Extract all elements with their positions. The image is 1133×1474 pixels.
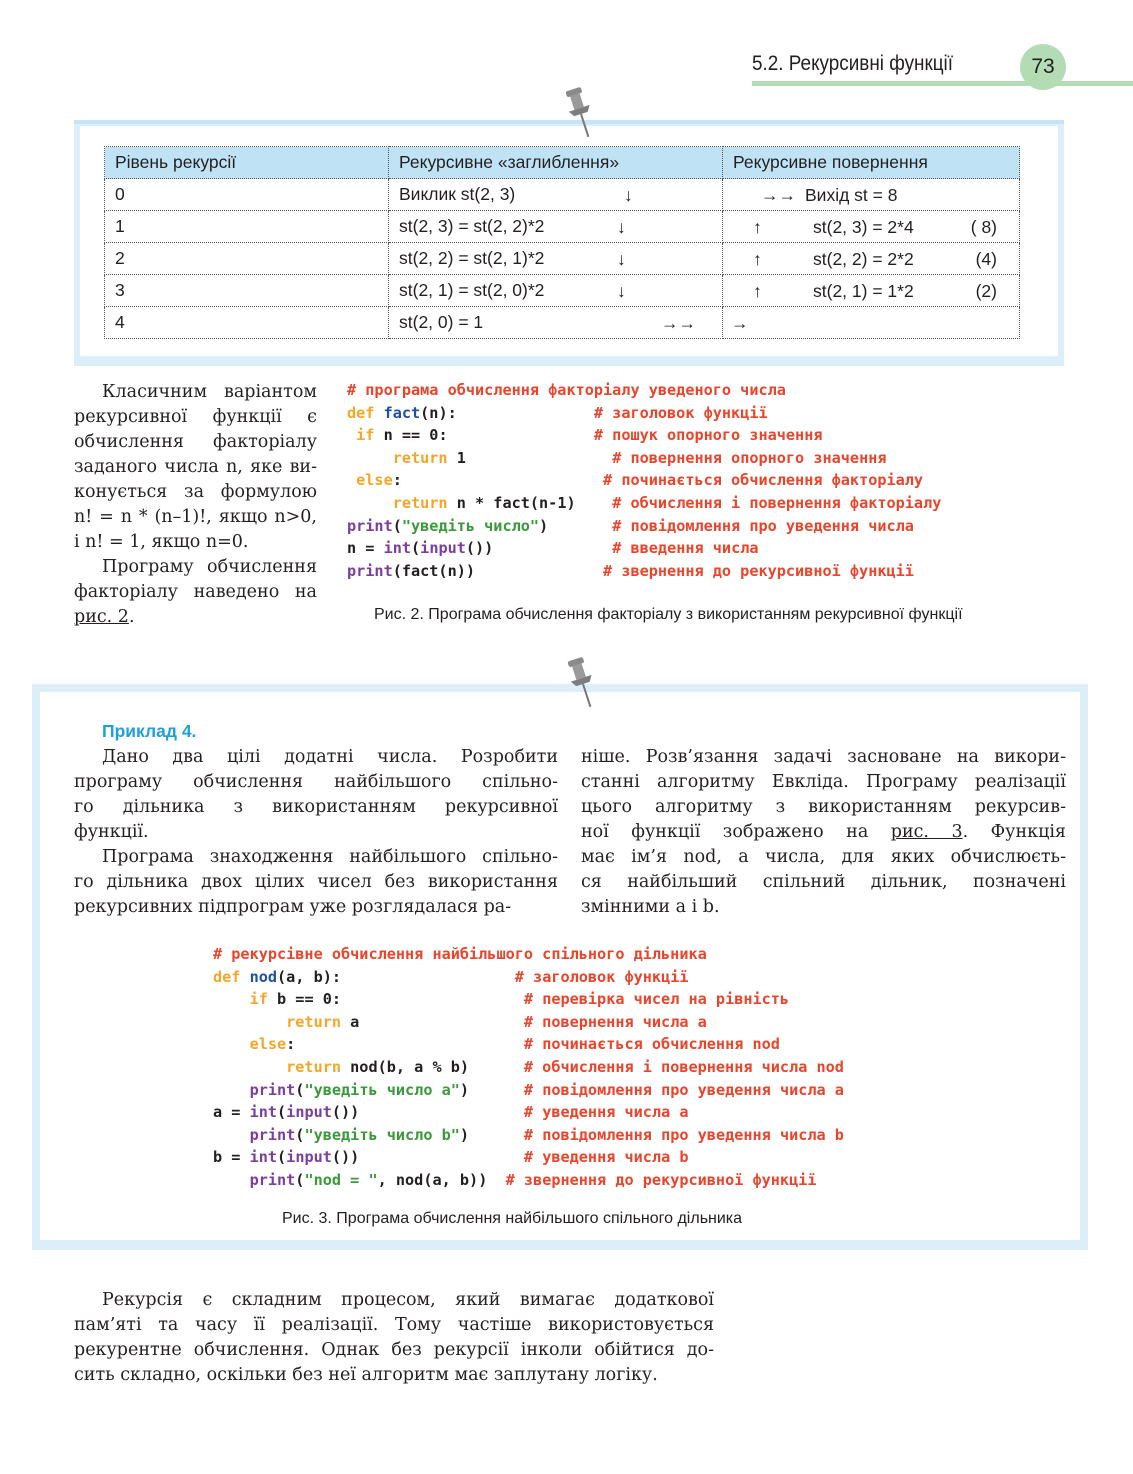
code-token: (n): bbox=[420, 403, 594, 422]
code-token: , nod(a, b)) bbox=[377, 1170, 506, 1189]
header-descent: Рекурсивне «заглиблення» bbox=[389, 147, 723, 179]
code-token: # повідомлення про уведення числа a bbox=[523, 1080, 844, 1099]
code-token: # починається обчислення nod bbox=[523, 1035, 780, 1054]
code-token: # повідомлення про уведення числа bbox=[612, 516, 914, 535]
factorial-paragraph-1 bbox=[74, 380, 317, 555]
text-line: конується за формулою bbox=[74, 482, 317, 502]
factorial-code bbox=[347, 379, 941, 582]
text-line: станні алгоритму Евкліда. Програму реалізації bbox=[581, 772, 1066, 792]
text-line: факторіалу наведено на bbox=[74, 582, 317, 602]
code-token: n == 0: bbox=[383, 426, 594, 445]
cell-descent bbox=[389, 211, 723, 243]
cell-descent bbox=[389, 179, 723, 211]
return-formula: Вихід st = 8 bbox=[805, 185, 898, 205]
code-token: ) bbox=[459, 1080, 524, 1099]
text-line: . bbox=[128, 607, 135, 627]
text-line: . Функція bbox=[962, 822, 1066, 842]
code-token: return bbox=[347, 448, 457, 467]
code-token: return bbox=[213, 1012, 351, 1031]
code-token: print bbox=[213, 1080, 296, 1099]
code-line bbox=[213, 1011, 844, 1034]
text-line: має ім’я nod, а числа, для яких обчислюєть- bbox=[581, 847, 1066, 867]
code-token: # обчислення і повернення числа nod bbox=[523, 1057, 844, 1076]
text-line: функції. bbox=[74, 822, 149, 842]
code-token: # починається обчислення факторіалу bbox=[603, 471, 924, 490]
descent-formula: st(2, 2) = st(2, 1)*2 bbox=[399, 248, 545, 268]
code-line bbox=[347, 424, 941, 447]
code-token: # звернення до рекурсивної функції bbox=[505, 1170, 817, 1189]
paragraph-line bbox=[74, 480, 317, 505]
cell-return bbox=[723, 275, 1020, 307]
code-token: 1 bbox=[456, 448, 613, 467]
text-line: Програма знаходження найбільшого спільно- bbox=[102, 847, 558, 867]
code-token: print bbox=[213, 1170, 296, 1189]
code-token: (fact(n)) bbox=[392, 561, 604, 580]
example-right-column bbox=[581, 745, 1066, 920]
code-token: (a, b): bbox=[277, 967, 515, 986]
code-token: nod bbox=[249, 967, 278, 986]
paragraph-line bbox=[74, 380, 317, 405]
paragraph-line bbox=[74, 530, 317, 555]
text-line: змінними a і b. bbox=[581, 897, 720, 917]
descent-formula: Виклик st(2, 3) bbox=[399, 184, 516, 204]
code-token: "уведіть число a" bbox=[304, 1080, 460, 1099]
cell-level: 2 bbox=[105, 243, 389, 275]
code-line bbox=[213, 988, 844, 1011]
paragraph-line bbox=[74, 770, 558, 795]
code-token: ( bbox=[295, 1080, 305, 1099]
paragraph-line bbox=[581, 895, 1066, 920]
code-line bbox=[213, 1033, 844, 1056]
code-line bbox=[213, 1101, 844, 1124]
code-line bbox=[213, 1146, 844, 1169]
paragraph-line bbox=[74, 745, 558, 770]
example-title: Приклад 4. bbox=[102, 721, 197, 741]
example-left-column bbox=[74, 745, 558, 920]
code-token: # пошук опорного значення bbox=[593, 426, 823, 445]
code-token: # уведення числа a bbox=[523, 1103, 689, 1122]
code-token: else bbox=[213, 1035, 287, 1054]
pushpin-icon bbox=[566, 656, 600, 712]
text-line: заданого числа n, яке ви- bbox=[74, 457, 317, 477]
code-token: int bbox=[249, 1103, 278, 1122]
cell-descent bbox=[389, 275, 723, 307]
arrow-up-icon: ↑ bbox=[753, 249, 762, 269]
code-line bbox=[213, 1124, 844, 1147]
arrow-up-icon: ↑ bbox=[753, 217, 762, 237]
code-token: ()) bbox=[331, 1148, 524, 1167]
code-token: # рекурсівне обчислення найбільшого спільного дільника bbox=[213, 945, 707, 963]
code-token: a bbox=[350, 1012, 524, 1031]
paragraph-line bbox=[74, 430, 317, 455]
return-value: (2) bbox=[975, 281, 997, 301]
example-paragraph-1 bbox=[74, 745, 558, 845]
arrow-right-icon: →→ bbox=[761, 185, 796, 205]
code-token: "nod = " bbox=[304, 1170, 378, 1189]
code-token: "уведіть число b" bbox=[304, 1125, 460, 1144]
code-line bbox=[347, 379, 941, 402]
return-formula: st(2, 1) = 1*2 bbox=[813, 281, 914, 301]
paragraph-line bbox=[581, 745, 1066, 770]
text-line: сить складно, оскільки без неї алгоритм має заплутану логіку. bbox=[74, 1365, 658, 1385]
code-token: b == 0: bbox=[277, 990, 524, 1009]
return-formula: st(2, 3) = 2*4 bbox=[813, 217, 914, 237]
arrow-up-icon: ↑ bbox=[753, 281, 762, 301]
code-line bbox=[213, 943, 844, 966]
code-token: # введення числа bbox=[612, 539, 759, 558]
code-token: # звернення до рекурсивної функції bbox=[603, 561, 914, 580]
return-value: ( 8) bbox=[970, 217, 997, 237]
text-line: Рекурсія є складним процесом, який вимагає додаткової bbox=[102, 1290, 714, 1310]
cell-return bbox=[723, 243, 1020, 275]
code-token: return bbox=[347, 493, 457, 512]
header-return: Рекурсивне повернення bbox=[723, 147, 1020, 179]
paragraph-line bbox=[581, 770, 1066, 795]
figure-2-link: рис. 2 bbox=[74, 607, 129, 627]
arrow-down-icon: ↓ bbox=[624, 185, 633, 205]
factorial-description bbox=[74, 380, 317, 630]
figure-3-link: рис. 3 bbox=[890, 822, 963, 842]
return-formula: st(2, 2) = 2*2 bbox=[813, 249, 914, 269]
text-line: обчислення факторіалу bbox=[74, 432, 317, 452]
code-token: # повернення опорного значення bbox=[612, 448, 887, 467]
example-paragraph-2 bbox=[74, 845, 558, 920]
code-token: return bbox=[213, 1057, 351, 1076]
arrow-down-icon: ↓ bbox=[617, 249, 626, 269]
paragraph-line bbox=[74, 505, 317, 530]
table-row bbox=[105, 275, 1020, 307]
text-line: го дільника двох цілих чисел без використання bbox=[74, 872, 558, 892]
text-line: пам’яті та часу її реалізації. Тому частіше використовується bbox=[74, 1315, 714, 1335]
paragraph-line bbox=[74, 1288, 714, 1313]
code-token: def bbox=[347, 403, 384, 422]
text-line: ніше. Розв’язання задачі засноване на викори- bbox=[581, 747, 1066, 767]
section-title: 5.2. Рекурсивні функції bbox=[752, 52, 954, 75]
table-row bbox=[105, 211, 1020, 243]
paragraph-line bbox=[74, 895, 558, 920]
code-token: ( bbox=[277, 1103, 287, 1122]
code-token: ( bbox=[411, 539, 421, 558]
paragraph-line bbox=[74, 555, 317, 580]
text-line: ся найбільший спільний дільник, позначені bbox=[581, 872, 1066, 892]
text-line: цього алгоритму з використанням рекурсив- bbox=[581, 797, 1066, 817]
code-token: print bbox=[213, 1125, 296, 1144]
descent-formula: st(2, 0) = 1 bbox=[399, 312, 484, 332]
paragraph-line bbox=[74, 455, 317, 480]
figure-2-caption: Рис. 2. Програма обчислення факторіалу з використанням рекурсивної функції bbox=[374, 606, 963, 623]
code-token: # повернення числа a bbox=[523, 1012, 707, 1031]
cell-level: 3 bbox=[105, 275, 389, 307]
paragraph-line bbox=[74, 870, 558, 895]
cell-descent bbox=[389, 243, 723, 275]
code-token: input bbox=[420, 539, 466, 558]
text-line: ної функції зображено на bbox=[581, 822, 891, 842]
code-token: # перевірка чисел на рівність bbox=[523, 990, 790, 1009]
code-token: if bbox=[213, 990, 278, 1009]
paragraph-line bbox=[581, 820, 1066, 845]
nod-code bbox=[213, 943, 844, 1192]
code-token: # уведення числа b bbox=[523, 1148, 689, 1167]
cell-return bbox=[723, 211, 1020, 243]
code-token: n * fact(n-1) bbox=[456, 493, 613, 512]
example-paragraph-continued bbox=[581, 745, 1066, 920]
code-token: ) bbox=[539, 516, 613, 535]
code-token: ( bbox=[295, 1170, 305, 1189]
code-token: ()) bbox=[465, 539, 613, 558]
code-token: n = bbox=[347, 539, 384, 558]
arrow-right-icon: →→ bbox=[661, 313, 696, 333]
code-token: : bbox=[392, 471, 604, 490]
paragraph-line bbox=[74, 1313, 714, 1338]
code-token: # обчислення і повернення факторіалу bbox=[612, 493, 942, 512]
code-line bbox=[213, 1056, 844, 1079]
header-level: Рівень рекурсії bbox=[105, 147, 389, 179]
paragraph-line bbox=[74, 845, 558, 870]
code-line bbox=[213, 1169, 844, 1192]
cell-level: 0 bbox=[105, 179, 389, 211]
paragraph-line bbox=[74, 1338, 714, 1363]
code-token: "уведіть число" bbox=[401, 516, 540, 535]
table-row bbox=[105, 307, 1020, 339]
code-token: # повідомлення про уведення числа b bbox=[523, 1125, 844, 1144]
code-token: a = bbox=[213, 1103, 250, 1122]
header-rule bbox=[752, 81, 1133, 86]
descent-formula: st(2, 1) = st(2, 0)*2 bbox=[399, 280, 545, 300]
cell-level: 4 bbox=[105, 307, 389, 339]
code-token: ( bbox=[277, 1148, 287, 1167]
code-token: print bbox=[347, 561, 393, 580]
text-line: рекурентне обчислення. Однак без рекурсії інколи обійтися до- bbox=[74, 1340, 714, 1360]
text-line: Дано два цілі додатні числа. Розробити bbox=[102, 747, 558, 767]
code-line bbox=[347, 560, 941, 583]
code-token: nod(b, a % b) bbox=[350, 1057, 524, 1076]
closing-text bbox=[74, 1288, 714, 1388]
factorial-paragraph-2 bbox=[74, 555, 317, 630]
code-line bbox=[347, 515, 941, 538]
paragraph-line bbox=[581, 795, 1066, 820]
recursion-table bbox=[104, 146, 1020, 339]
table-row bbox=[105, 243, 1020, 275]
code-token: ()) bbox=[331, 1103, 524, 1122]
text-line: рекурсивних підпрограм уже розглядалася ра- bbox=[74, 897, 512, 917]
code-token: print bbox=[347, 516, 393, 535]
pushpin-icon bbox=[564, 86, 598, 142]
paragraph-line bbox=[581, 845, 1066, 870]
code-token: # заголовок функції bbox=[514, 967, 689, 986]
code-token: else bbox=[347, 471, 393, 490]
descent-formula: st(2, 3) = st(2, 2)*2 bbox=[399, 216, 545, 236]
figure-3-caption: Рис. 3. Програма обчислення найбільшого спільного дільника bbox=[282, 1210, 743, 1227]
text-line: програму обчислення найбільшого спільно- bbox=[74, 772, 558, 792]
cell-return bbox=[723, 179, 1020, 211]
arrow-right-icon: → bbox=[731, 313, 749, 333]
code-token: # програма обчислення факторіалу уведеного числа bbox=[347, 381, 786, 399]
code-line bbox=[213, 966, 844, 989]
paragraph-line bbox=[74, 605, 317, 630]
code-token: : bbox=[286, 1035, 524, 1054]
code-token: def bbox=[213, 967, 250, 986]
cell-return bbox=[723, 307, 1020, 339]
table-header-row bbox=[105, 147, 1020, 179]
code-token: int bbox=[383, 539, 412, 558]
paragraph-line bbox=[581, 870, 1066, 895]
code-line bbox=[347, 402, 941, 425]
code-token: input bbox=[286, 1148, 332, 1167]
code-token: input bbox=[286, 1103, 332, 1122]
code-token: ( bbox=[392, 516, 402, 535]
code-token: ( bbox=[295, 1125, 305, 1144]
code-token: fact bbox=[383, 403, 421, 422]
paragraph-line bbox=[74, 820, 558, 845]
code-token: if bbox=[347, 426, 384, 445]
paragraph-line bbox=[74, 1363, 714, 1388]
paragraph-line bbox=[74, 580, 317, 605]
arrow-down-icon: ↓ bbox=[617, 217, 626, 237]
code-line bbox=[347, 447, 941, 470]
page-number: 73 bbox=[1020, 44, 1066, 90]
return-value: (4) bbox=[975, 249, 997, 269]
table-row bbox=[105, 179, 1020, 211]
text-line: n! = n * (n–1)!, якщо n>0, bbox=[74, 507, 317, 527]
code-line bbox=[347, 537, 941, 560]
arrow-down-icon: ↓ bbox=[617, 281, 626, 301]
text-line: і n! = 1, якщо n=0. bbox=[74, 532, 249, 552]
cell-level: 1 bbox=[105, 211, 389, 243]
text-line: Класичним варіантом bbox=[102, 382, 317, 402]
code-line bbox=[213, 1079, 844, 1102]
paragraph-line bbox=[74, 795, 558, 820]
paragraph-line bbox=[74, 405, 317, 430]
code-line bbox=[347, 469, 941, 492]
code-token: int bbox=[249, 1148, 278, 1167]
text-line: Програму обчислення bbox=[102, 557, 317, 577]
text-line: го дільника з використанням рекурсивної bbox=[74, 797, 558, 817]
code-line bbox=[347, 492, 941, 515]
closing-paragraph bbox=[74, 1288, 714, 1388]
code-token: b = bbox=[213, 1148, 250, 1167]
code-token: ) bbox=[459, 1125, 524, 1144]
cell-descent bbox=[389, 307, 723, 339]
text-line: рекурсивної функції є bbox=[74, 407, 317, 427]
code-token: # заголовок функції bbox=[593, 403, 768, 422]
